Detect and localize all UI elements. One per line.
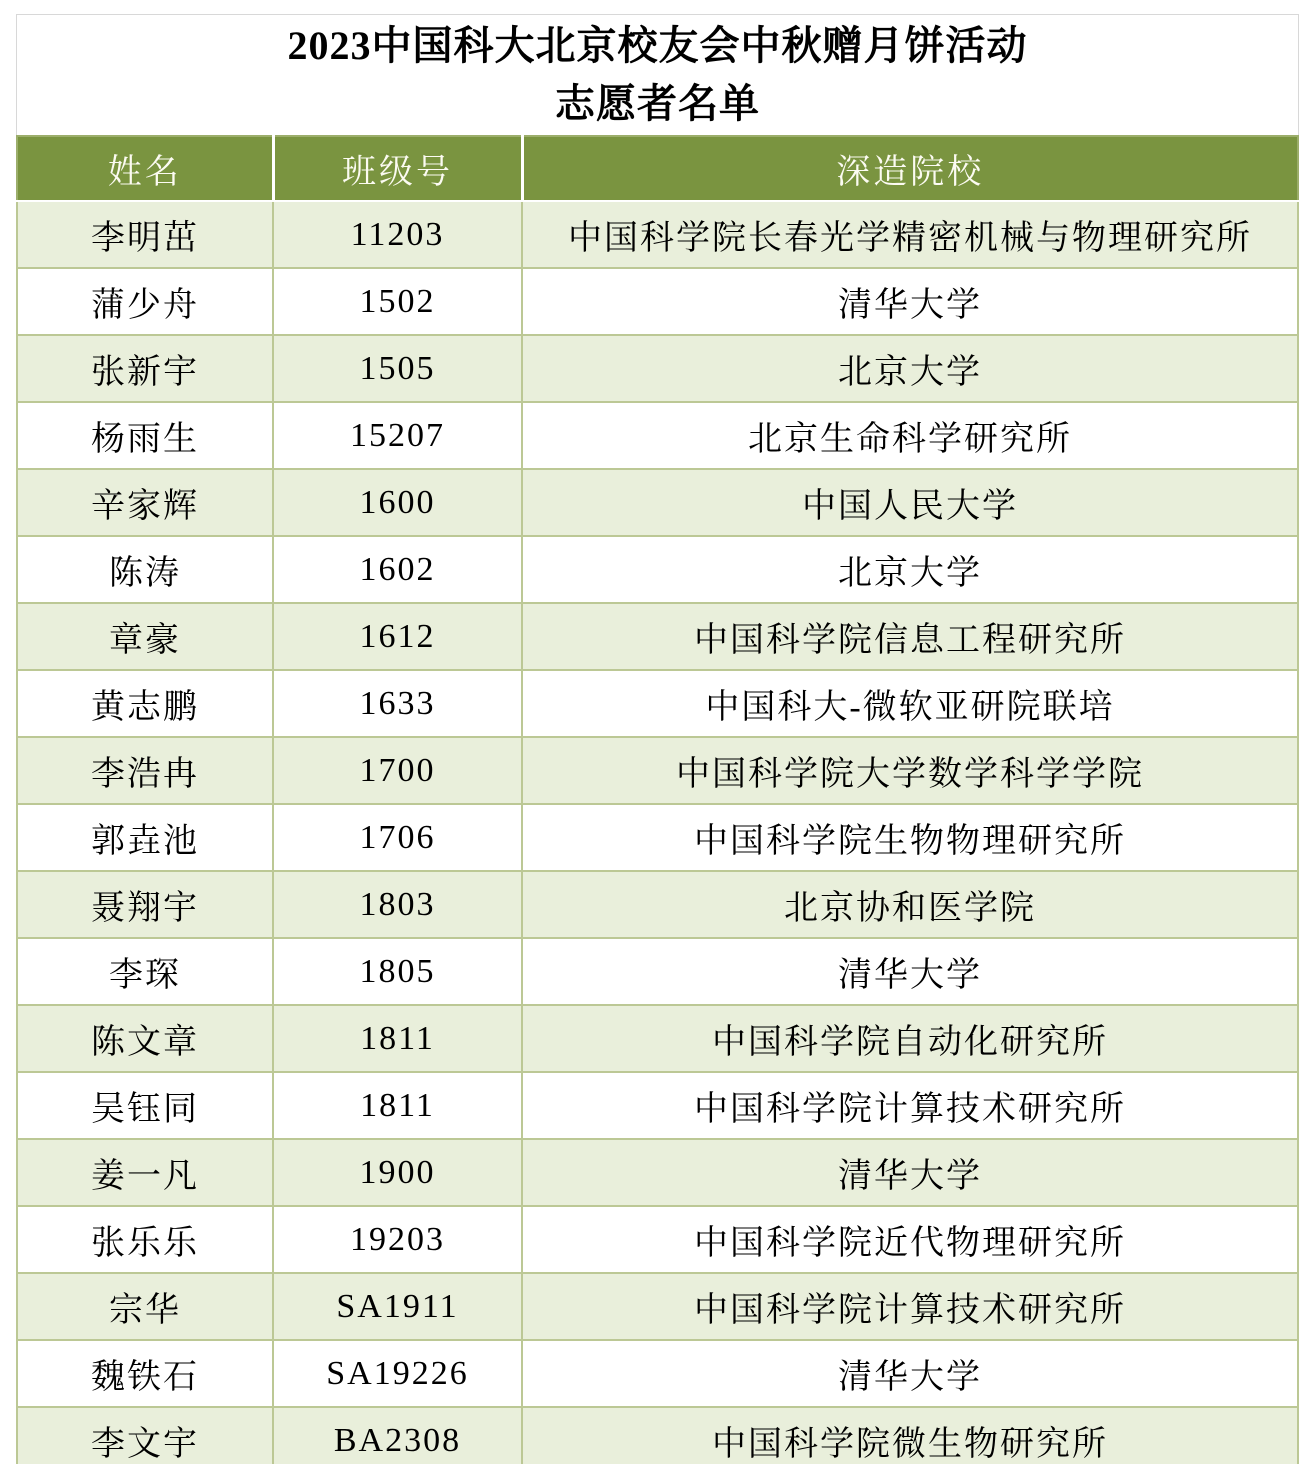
table-row — [17, 1005, 1298, 1072]
class-number-cell: 1805 — [273, 938, 522, 1005]
class-number-cell: 1612 — [273, 603, 522, 670]
table-row — [17, 536, 1298, 603]
school-cell: 中国科学院计算技术研究所 — [522, 1273, 1298, 1340]
table-row — [17, 603, 1298, 670]
table-row — [17, 871, 1298, 938]
table-row — [17, 469, 1298, 536]
title-line-1: 2023中国科大北京校友会中秋赠月饼活动 — [287, 23, 1028, 68]
class-number-cell: 1502 — [273, 268, 522, 335]
class-number-cell: 1811 — [273, 1005, 522, 1072]
title-line-2: 志愿者名单 — [555, 81, 760, 126]
header-name: 姓名 — [17, 136, 273, 201]
class-number-cell: 1700 — [273, 737, 522, 804]
school-cell: 中国科大-微软亚研院联培 — [522, 670, 1298, 737]
name-cell: 李浩冉 — [17, 737, 273, 804]
name-cell: 辛家辉 — [17, 469, 273, 536]
class-number-cell: BA2308 — [273, 1407, 522, 1464]
name-cell: 宗华 — [17, 1273, 273, 1340]
school-cell: 中国科学院信息工程研究所 — [522, 603, 1298, 670]
table-row — [17, 670, 1298, 737]
table-row — [17, 1072, 1298, 1139]
school-cell: 中国科学院计算技术研究所 — [522, 1072, 1298, 1139]
table-row — [17, 1340, 1298, 1407]
volunteer-sheet — [16, 14, 1299, 1464]
class-number-cell: SA1911 — [273, 1273, 522, 1340]
volunteer-table-body — [17, 201, 1298, 1464]
school-cell: 清华大学 — [522, 1340, 1298, 1407]
class-number-cell: 1633 — [273, 670, 522, 737]
name-cell: 聂翔宇 — [17, 871, 273, 938]
table-row — [17, 804, 1298, 871]
name-cell: 姜一凡 — [17, 1139, 273, 1206]
school-cell: 北京大学 — [522, 536, 1298, 603]
school-cell: 北京协和医学院 — [522, 871, 1298, 938]
name-cell: 张乐乐 — [17, 1206, 273, 1273]
name-cell: 郭垚池 — [17, 804, 273, 871]
name-cell: 张新宇 — [17, 335, 273, 402]
class-number-cell: 15207 — [273, 402, 522, 469]
table-row — [17, 938, 1298, 1005]
header-school: 深造院校 — [522, 136, 1298, 201]
table-row — [17, 201, 1298, 268]
class-number-cell: 1803 — [273, 871, 522, 938]
table-row — [17, 1139, 1298, 1206]
table-row — [17, 1407, 1298, 1464]
class-number-cell: 1706 — [273, 804, 522, 871]
table-row — [17, 402, 1298, 469]
school-cell: 中国科学院长春光学精密机械与物理研究所 — [522, 201, 1298, 268]
school-cell: 清华大学 — [522, 1139, 1298, 1206]
school-cell: 中国科学院自动化研究所 — [522, 1005, 1298, 1072]
school-cell: 清华大学 — [522, 268, 1298, 335]
class-number-cell: SA19226 — [273, 1340, 522, 1407]
name-cell: 陈涛 — [17, 536, 273, 603]
table-row — [17, 1273, 1298, 1340]
name-cell: 章豪 — [17, 603, 273, 670]
school-cell: 中国科学院微生物研究所 — [522, 1407, 1298, 1464]
table-title-block — [16, 14, 1299, 135]
name-cell: 杨雨生 — [17, 402, 273, 469]
class-number-cell: 1900 — [273, 1139, 522, 1206]
table-row — [17, 268, 1298, 335]
name-cell: 蒲少舟 — [17, 268, 273, 335]
class-number-cell: 19203 — [273, 1206, 522, 1273]
school-cell: 清华大学 — [522, 938, 1298, 1005]
table-row — [17, 737, 1298, 804]
name-cell: 李琛 — [17, 938, 273, 1005]
class-number-cell: 1600 — [273, 469, 522, 536]
name-cell: 吴钰同 — [17, 1072, 273, 1139]
name-cell: 陈文章 — [17, 1005, 273, 1072]
school-cell: 中国科学院近代物理研究所 — [522, 1206, 1298, 1273]
class-number-cell: 1602 — [273, 536, 522, 603]
header-class-number: 班级号 — [273, 136, 522, 201]
class-number-cell: 11203 — [273, 201, 522, 268]
school-cell: 中国人民大学 — [522, 469, 1298, 536]
class-number-cell: 1811 — [273, 1072, 522, 1139]
name-cell: 魏铁石 — [17, 1340, 273, 1407]
class-number-cell: 1505 — [273, 335, 522, 402]
school-cell: 中国科学院大学数学科学学院 — [522, 737, 1298, 804]
table-row — [17, 1206, 1298, 1273]
name-cell: 李文宇 — [17, 1407, 273, 1464]
name-cell: 李明茁 — [17, 201, 273, 268]
name-cell: 黄志鹏 — [17, 670, 273, 737]
school-cell: 北京生命科学研究所 — [522, 402, 1298, 469]
school-cell: 中国科学院生物物理研究所 — [522, 804, 1298, 871]
school-cell: 北京大学 — [522, 335, 1298, 402]
header-row — [17, 136, 1298, 201]
volunteer-table — [16, 135, 1299, 1464]
table-row — [17, 335, 1298, 402]
